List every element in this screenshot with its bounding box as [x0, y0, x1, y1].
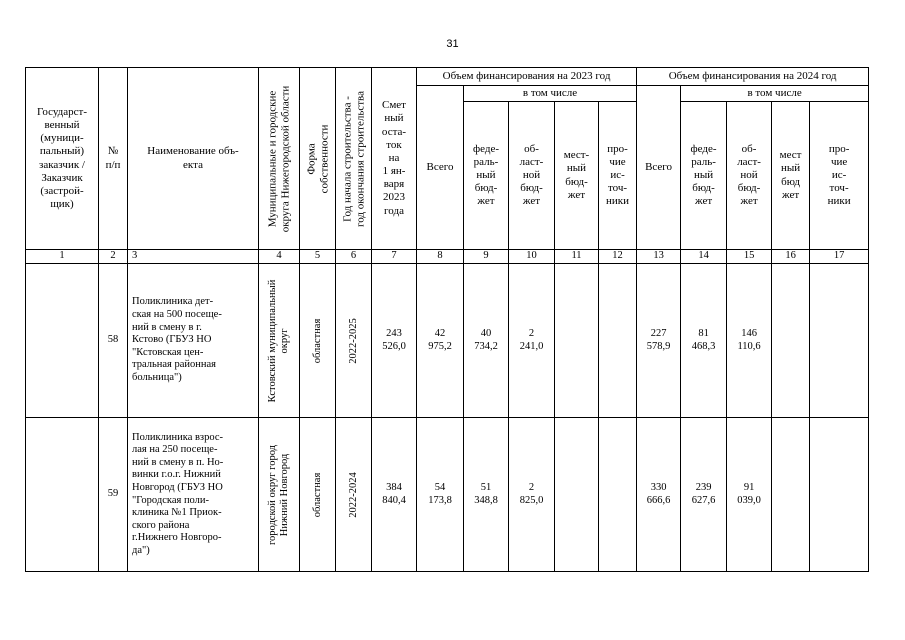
- cell-customer: [26, 418, 99, 572]
- column-number: 1: [26, 250, 99, 264]
- cell-years: 2022-2025: [336, 264, 372, 418]
- column-number: 5: [300, 250, 336, 264]
- header-regional-2024: об- ласт- ной бюд- жет: [727, 102, 772, 250]
- header-municipality: Муниципальные и городские округа Нижегородской области: [259, 68, 300, 250]
- header-regional-2023: об- ласт- ной бюд- жет: [509, 102, 555, 250]
- header-total-2023: Всего: [417, 86, 464, 250]
- header-federal-2023: феде- раль- ный бюд- жет: [464, 102, 509, 250]
- column-number: 9: [464, 250, 509, 264]
- header-total-2024: Всего: [637, 86, 681, 250]
- column-number: 14: [681, 250, 727, 264]
- cell-total-2024: 330 666,6: [637, 418, 681, 572]
- cell-local-2023: [555, 418, 599, 572]
- cell-regional-2024: 146 110,6: [727, 264, 772, 418]
- cell-no: 58: [99, 264, 128, 418]
- cell-regional-2024: 91 039,0: [727, 418, 772, 572]
- column-number: 15: [727, 250, 772, 264]
- header-other-2023: про- чие ис- точ- ники: [599, 102, 637, 250]
- cell-total-2024: 227 578,9: [637, 264, 681, 418]
- cell-total-2023: 42 975,2: [417, 264, 464, 418]
- header-customer: Государст- венный (муници- пальный) заказчик / Заказчик (застрой- щик): [26, 68, 99, 250]
- column-number: 12: [599, 250, 637, 264]
- cell-object-name: Поликлиника взрос- лая на 250 посеще- ний в смену в п. Но- винки г.о.г. Нижний Новгород (ГБУЗ НО "Городская поли- клиника №1 Приок- ского района г.Нижнего Новгоро- да"): [128, 418, 259, 572]
- page-number: 31: [446, 38, 459, 50]
- cell-customer: [26, 264, 99, 418]
- financing-table: [25, 67, 869, 572]
- column-number: 13: [637, 250, 681, 264]
- column-number: 11: [555, 250, 599, 264]
- cell-regional-2023: 2 241,0: [509, 264, 555, 418]
- cell-federal-2023: 40 734,2: [464, 264, 509, 418]
- cell-no: 59: [99, 418, 128, 572]
- header-fin-2024: Объем финансирования на 2024 год: [637, 68, 869, 86]
- cell-remaining: 384 840,4: [372, 418, 417, 572]
- cell-federal-2024: 81 468,3: [681, 264, 727, 418]
- header-no: № п/п: [99, 68, 128, 250]
- column-number: 17: [810, 250, 869, 264]
- header-ownership: Форма собственности: [300, 68, 336, 250]
- header-object-name: Наименование объ- екта: [128, 68, 259, 250]
- cell-other-2023: [599, 418, 637, 572]
- table-row: [26, 264, 869, 418]
- cell-municipality: Кстовский муниципальный округ: [259, 264, 300, 418]
- table-row: [26, 418, 869, 572]
- column-number: 3: [128, 250, 259, 264]
- cell-object-name: Поликлиника дет- ская на 500 посеще- ний в смену в г. Кстово (ГБУЗ НО "Кстовская цен- тральная районная больница"): [128, 264, 259, 418]
- column-number: 4: [259, 250, 300, 264]
- header-local-2024: мест ный бюд жет: [772, 102, 810, 250]
- cell-other-2024: [810, 418, 869, 572]
- header-fin-2023: Объем финансирования на 2023 год: [417, 68, 637, 86]
- cell-years: 2022-2024: [336, 418, 372, 572]
- cell-other-2023: [599, 264, 637, 418]
- column-number: 6: [336, 250, 372, 264]
- cell-local-2024: [772, 264, 810, 418]
- header-years: Год начала строительства - год окончания строительства: [336, 68, 372, 250]
- header-federal-2024: феде- раль- ный бюд- жет: [681, 102, 727, 250]
- column-number: 2: [99, 250, 128, 264]
- cell-remaining: 243 526,0: [372, 264, 417, 418]
- cell-local-2023: [555, 264, 599, 418]
- cell-ownership: областная: [300, 418, 336, 572]
- header-row-1: [26, 68, 869, 86]
- cell-total-2023: 54 173,8: [417, 418, 464, 572]
- header-including-2023: в том числе: [464, 86, 637, 102]
- column-numbers-row: [26, 250, 869, 264]
- header-remaining: Смет ный оста- ток на 1 ян- варя 2023 года: [372, 68, 417, 250]
- column-number: 8: [417, 250, 464, 264]
- header-including-2024: в том числе: [681, 86, 869, 102]
- cell-local-2024: [772, 418, 810, 572]
- column-number: 16: [772, 250, 810, 264]
- column-number: 7: [372, 250, 417, 264]
- column-number: 10: [509, 250, 555, 264]
- header-local-2023: мест- ный бюд- жет: [555, 102, 599, 250]
- cell-federal-2024: 239 627,6: [681, 418, 727, 572]
- cell-regional-2023: 2 825,0: [509, 418, 555, 572]
- cell-federal-2023: 51 348,8: [464, 418, 509, 572]
- cell-municipality: городской округ город Нижний Новгород: [259, 418, 300, 572]
- cell-ownership: областная: [300, 264, 336, 418]
- cell-other-2024: [810, 264, 869, 418]
- header-other-2024: про- чие ис- точ- ники: [810, 102, 869, 250]
